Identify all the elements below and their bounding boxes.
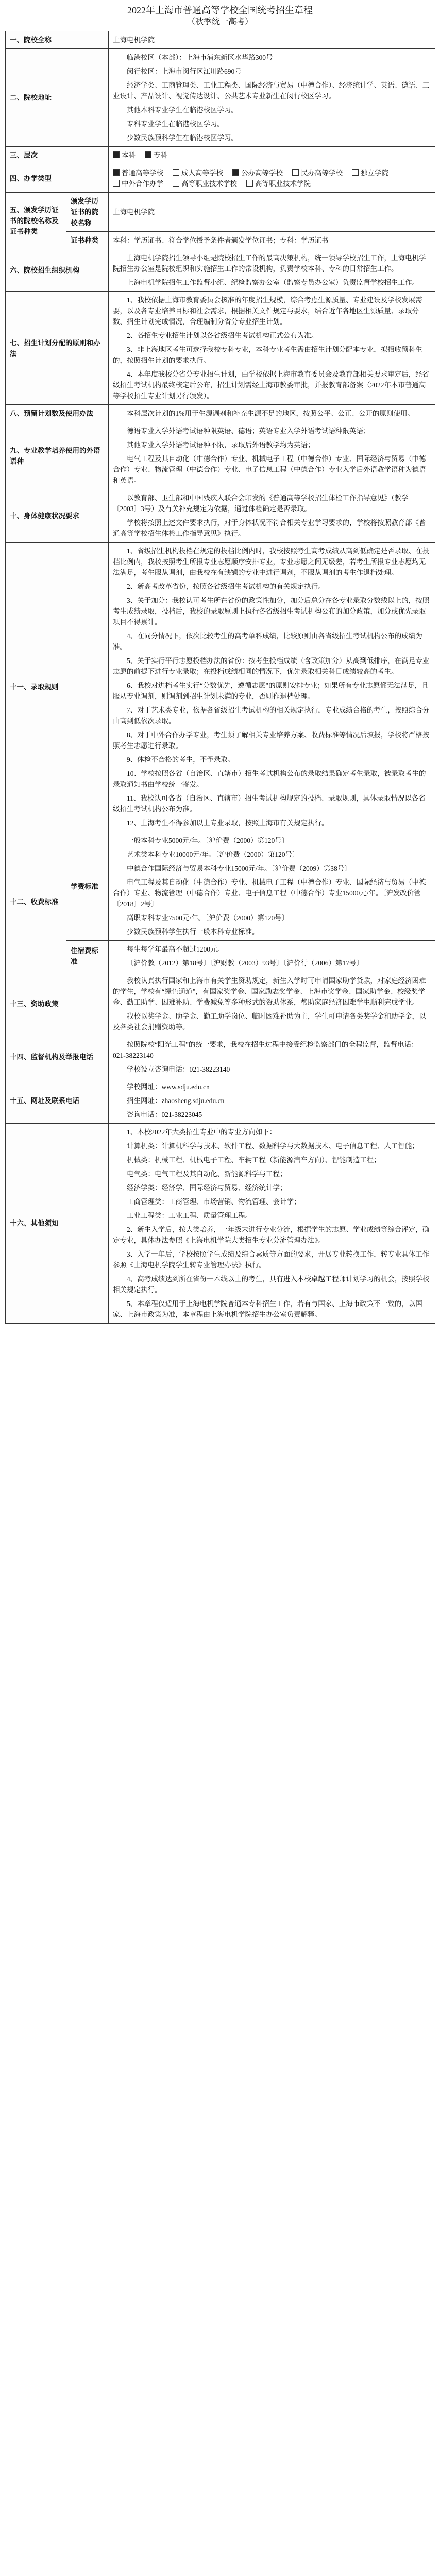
paragraph: 2、新高考改革省份，按照各省级招生考试机构的有关规定执行。 (127, 583, 325, 590)
table-row (6, 972, 435, 1036)
table-row (6, 193, 435, 232)
paragraph: 电气工程及其自动化（中德合作）专业、机械电子工程（中德合作）专业、国际经济与贸易（中德合作）专业、物流管理（中德合作）专业、电子信息工程（中德合作）专业入学后外语教学语种为德语和英语。 (113, 455, 426, 484)
table-row (6, 31, 435, 49)
paragraph: 德语专业入学外语考试语种限英语、德语；英语专业入学外语考试语种限英语； (127, 427, 370, 435)
paragraph: 咨询电话：021-38223045 (127, 1111, 202, 1118)
option-item (232, 167, 283, 178)
option-label: 中外合作办学 (122, 180, 163, 188)
table-row (6, 489, 435, 543)
paragraph: 1、省级招生机构投档在规定的投档比例内时，我校按照考生高考成绩从高到低确定是否录取、在投档比例内，我校按照考生所报专业志愿顺序安排专业，专业志愿之间无级差，若考生所报专业志愿均无法满足，考生服从调剂，由我校在有缺额的专业中进行调剂，不服从调剂的考生作退档处理。 (113, 547, 430, 577)
table-row (6, 147, 435, 164)
paragraph: 5、本章程仅适用于上海电机学院普通本专科招生工作，若有与国家、上海市政策不一致的，以国家、上海市政策为准，本章程由上海电机学院招生办公室负责解释。 (113, 1300, 422, 1318)
table-row (6, 49, 435, 147)
section-label: 八、预留计划数及使用办法 (6, 405, 109, 422)
cert-type-value: 本科：学历证书、符合学位授予条件者颁发学位证书；专科：学历证书 (109, 232, 435, 249)
row-value (109, 49, 435, 147)
paragraph: 2、各招生专业招生计划以各省级招生考试机构正式公布为准。 (127, 332, 318, 340)
checked-box-icon (145, 151, 151, 158)
table-row (6, 1078, 435, 1124)
paragraph: 3、入学一年后，学校按照学生成绩及综合素质等方面的要求，开展专业转换工作，转专业具体工作参照《上海电机学院学生转专业管理办法》执行。 (113, 1250, 430, 1269)
page (5, 0, 435, 1324)
paragraph: 电气工程及其自动化（中德合作）专业、机械电子工程（中德合作）专业、国际经济与贸易（中德合作）专业、物流管理（中德合作）专业、电子信息工程（中德合作）专业15000元/年。〔沪发改价管〔2018〕2号〕 (113, 878, 426, 908)
section-content (109, 543, 435, 832)
table-row (6, 249, 435, 292)
paragraph: 5、关于实行平行志愿投档办法的省份：按考生投档成绩（含政策加分）从高到低排序，在满足专业志愿的前提下进行专业录取；在投档成绩相同的情况下，优先录取相关科目成绩较高的考生。 (113, 657, 430, 675)
checked-box-icon (113, 169, 120, 176)
section-content (109, 1036, 435, 1078)
charter-table (5, 31, 435, 1324)
paragraph: 临港校区（本部）：上海市浦东新区水华路300号 (127, 54, 273, 61)
section-label: 六、院校招生组织机构 (6, 249, 109, 292)
section-content (109, 422, 435, 489)
section-label: 二、院校地址 (6, 49, 109, 147)
empty-box-icon (246, 180, 253, 187)
paragraph: 9、体检不合格的考生，不予录取。 (127, 756, 235, 764)
paragraph: 4、本年度我校分省分专业招生计划，由学校依据上海市教育委员会及教育部相关要求审定后，经省级招生考试机构最终核定后公布，招生计划需经上海市教委审批，并报教育部备案（2022年本市普通高等学校招生专业计划另行颁发）。 (113, 370, 430, 400)
paragraph: 4、高考成绩达到所在省份一本线以上的考生，具有进入本校卓越工程师计划学习的机会，按照学校相关规定执行。 (113, 1275, 430, 1294)
section-label: 十五、网址及联系电话 (6, 1078, 109, 1124)
paragraph: 6、我校对进档考生实行“分数优先，遵循志愿”的原则安排专业；如果所有专业志愿都无法满足，且服从专业调剂，则调剂到招生计划未满的专业，否则作退档处理。 (113, 682, 429, 700)
paragraph: 招生网址：zhaosheng.sdju.edu.cn (127, 1097, 225, 1105)
paragraph: 中德合作国际经济与贸易本科专业15000元/年。〔沪价费（2009）第38号〕 (127, 865, 351, 872)
paragraph: 学校将按照上述文件要求执行，对于身体状况不符合相关专业学习要求的，学校将按照教育部《普通高等学校招生体检工作指导意见》执行。 (113, 519, 426, 537)
section-label: 十三、资助政策 (6, 972, 109, 1036)
section-label: 十四、监督机构及举报电话 (6, 1036, 109, 1078)
table-row (6, 422, 435, 489)
dorm-label: 住宿费标准 (66, 941, 109, 972)
paragraph: 工商管理类：工商管理、市场营销、物流管理、会计学； (127, 1198, 301, 1206)
table-row (6, 292, 435, 405)
section-label: 五、颁发学历证书的院校名称及证书种类 (6, 193, 66, 249)
option-label: 专科 (154, 151, 167, 159)
section-label: 九、专业教学培养使用的外语语种 (6, 422, 109, 489)
paragraph: 经济学类、工商管理类、工业工程类、国际经济与贸易（中德合作）、经济统计学、英语、德语、工业设计、产品设计、视觉传达设计、公共艺术专业新生在闵行校区学习。 (113, 81, 430, 100)
paragraph: 3、关于加分：我校认可考生所在省份的政策性加分，加分后总分在各专业录取分数线以上的，按照考生成绩录取，投档后，我校的录取原则上执行各省级招生考试机构公布的加分政策，加分或优先录取项目不得累计。 (113, 597, 430, 626)
section-label: 四、办学类型 (6, 164, 109, 193)
paragraph: 〔沪价教（2012）第18号〕〔沪财教（2003）93号〕〔沪价行（2006）第17号〕 (127, 959, 363, 967)
paragraph: 2、新生入学后，按大类培养，一年级末进行专业分流，根据学生的志愿、学业成绩等综合评定，确定专业，具体办法参照《上海电机学院大类招生专业分流管理办法》。 (113, 1226, 430, 1244)
section-content (109, 972, 435, 1036)
table-row (6, 405, 435, 422)
cert-name-value: 上海电机学院 (109, 193, 435, 232)
option-item (113, 150, 136, 161)
section-label: 十一、录取规则 (6, 543, 109, 832)
option-label: 民办高等学校 (301, 169, 343, 177)
option-label: 高等职业技术学校 (181, 180, 237, 188)
checked-box-icon (113, 151, 120, 158)
section-label: 十、身体健康状况要求 (6, 489, 109, 543)
tuition-label: 学费标准 (66, 832, 109, 941)
paragraph: 高职专科专业7500元/年。〔沪价费（2000）第120号〕 (127, 914, 289, 922)
option-item (173, 167, 223, 178)
paragraph: 其他本科专业学生在临港校区学习。 (127, 106, 238, 114)
paragraph: 8、对于中外合作办学专业，考生须了解相关专业培养方案、收费标准等情况后填报，学校将严格按照考生志愿进行录取。 (113, 731, 430, 750)
paragraph: 每生每学年最高不超过1200元。 (127, 945, 224, 953)
empty-box-icon (173, 169, 179, 176)
paragraph: 专科专业学生在临港校区学习。 (127, 120, 224, 128)
paragraph: 其他专业入学外语考试语种不限，录取后外语教学均为英语； (127, 441, 315, 449)
option-item (173, 178, 237, 189)
paragraph: 学校设立咨询电话：021-38223140 (127, 1065, 230, 1073)
option-label: 公办高等学校 (241, 169, 283, 177)
title-block (5, 0, 435, 31)
section-content (109, 1078, 435, 1124)
option-item (352, 167, 388, 178)
row-value (109, 147, 435, 164)
table-row (6, 1036, 435, 1078)
paragraph: 学校网址：www.sdju.edu.cn (127, 1083, 210, 1091)
option-item (145, 150, 167, 161)
option-label: 成人高等学校 (181, 169, 223, 177)
page-title: 2022年上海市普通高等学校全国统考招生章程 (127, 5, 313, 15)
dorm-content (109, 941, 435, 972)
paragraph: 计算机类：计算机科学与技术、软件工程、数据科学与大数据技术、电子信息工程、人工智能； (127, 1142, 419, 1150)
paragraph: 工业工程类：工业工程、质量管理工程。 (127, 1212, 252, 1219)
option-item (292, 167, 343, 178)
empty-box-icon (173, 180, 179, 187)
paragraph: 3、非上海地区考生可选择我校专科专业，本科专业考生需由招生计划分配本专业，拟招收预科生的，按照招生计划的要求执行。 (113, 346, 422, 364)
page-subtitle: （秋季统一高考） (187, 18, 253, 26)
table-row (6, 1124, 435, 1324)
section-label: 七、招生计划分配的原则和办法 (6, 292, 109, 405)
paragraph: 电气类：电气工程及其自动化、新能源科学与工程； (127, 1170, 287, 1178)
paragraph: 一般本科专业5000元/年。〔沪价费（2000）第120号〕 (127, 837, 289, 844)
option-label: 高等职业技术学院 (255, 180, 311, 188)
paragraph: 7、对于艺术类专业，依据各省级招生考试机构的相关规定执行，专业成绩合格的考生，按照综合分由高到低依次录取。 (113, 706, 430, 725)
paragraph: 10、学校按照各省（自治区、直辖市）招生考试机构公布的录取结果确定考生录取，被录取考生的录取通知书由学校统一寄发。 (113, 770, 426, 788)
row-value: 上海电机学院 (109, 31, 435, 49)
option-label: 独立学院 (361, 169, 388, 177)
paragraph: 4、在同分情况下，依次比较考生的高考单科成绩，比较原则由各省级招生考试机构公布的成绩为准。 (113, 632, 422, 651)
paragraph: 以教育部、卫生部和中国残疾人联合会印发的《普通高等学校招生体检工作指导意见》（教学〔2003〕3号）及有关补充规定为依据，通过体检确定是否录取。 (113, 494, 409, 513)
paragraph: 按照院校“阳光工程”的统一要求，我校在招生过程中接受纪检监察部门的全程监督，监督电话：021-38223140 (113, 1041, 418, 1059)
option-item (113, 167, 163, 178)
option-label: 普通高等学校 (122, 169, 163, 177)
paragraph: 少数民族预科学生在临港校区学习。 (127, 134, 238, 142)
paragraph: 1、我校依据上海市教育委员会核准的年度招生规模，综合考虑生源质量、专业建设及学校发展需要，以及各专业培养目标和社会需求，根据相关文件规定与要求，结合近年各地区生源质量、录取分数、招生计划完成情况，合理编制分省分专业招生计划。 (113, 296, 422, 326)
paragraph: 1、本校2022年大类招生专业中的专业方向如下： (127, 1128, 277, 1136)
option-item (246, 178, 311, 189)
paragraph: 11、我校认可各省（自治区、直辖市）招生考试机构规定的投档、录取规则，具体录取情况以各省级招生考试机构公布为准。 (113, 794, 426, 813)
paragraph: 12、上海考生不得参加以上专业录取，按照上海市有关规定执行。 (127, 819, 329, 827)
empty-box-icon (352, 169, 359, 176)
paragraph: 上海电机学院招生领导小组是院校招生工作的最高决策机构，统一领导学校招生工作，上海电机学院招生办公室是院校组织和实施招生工作的常设机构，负责学校本科、专科的日常招生工作。 (113, 254, 426, 273)
table-row (6, 164, 435, 193)
section-label: 十六、其他须知 (6, 1124, 109, 1324)
option-label: 本科 (122, 151, 136, 159)
section-label: 一、院校全称 (6, 31, 109, 49)
cert-name-label: 颁发学历证书的院校名称 (66, 193, 109, 232)
paragraph: 艺术类本科专业10000元/年。〔沪价费（2000）第120号〕 (127, 851, 299, 858)
paragraph: 机械类：机械工程、机械电子工程、车辆工程（新能源汽车方向）、智能制造工程； (127, 1156, 381, 1164)
section-label: 十二、收费标准 (6, 832, 66, 972)
cert-type-label: 证书种类 (66, 232, 109, 249)
empty-box-icon (292, 169, 299, 176)
section-content (109, 405, 435, 422)
section-content (109, 1124, 435, 1324)
paragraph: 经济学类：经济学、国际经济与贸易、经济统计学； (127, 1184, 287, 1192)
section-content (109, 292, 435, 405)
table-row (6, 832, 435, 941)
section-label: 三、层次 (6, 147, 109, 164)
table-row (6, 941, 435, 972)
row-value (109, 164, 435, 193)
paragraph: 我校以奖学金、助学金、勤工助学岗位、临时困难补助为主，学生可申请各类奖学金和助学金，以及各类社会捐赠资助等。 (113, 1012, 426, 1031)
checked-box-icon (232, 169, 239, 176)
paragraph: 我校认真执行国家和上海市有关学生资助规定，新生入学时可申请国家助学贷款，对家庭经济困难的学生，学校有“绿色通道”，有国家奖学金、国家励志奖学金、上海市奖学金、国家助学金、校级奖学金、勤工助学、困难补助、学费减免等多种形式的资助体系，帮助家庭经济困难学生顺利完成学业。 (113, 977, 426, 1006)
paragraph: 少数民族预科学生执行一般本科专业标准。 (127, 928, 259, 936)
tuition-content (109, 832, 435, 941)
table-row (6, 543, 435, 832)
paragraph: 上海电机学院招生工作监督小组、纪检监察办公室（监察专员办公室）负责监督学校招生工作。 (127, 279, 419, 286)
section-content (109, 489, 435, 543)
paragraph: 本科层次计划的1%用于生源调剂和补充生源不足的地区，按照公平、公正、公开的原则使用。 (127, 410, 414, 417)
section-content (109, 249, 435, 292)
paragraph: 闵行校区：上海市闵行区江川路690号 (127, 67, 242, 75)
option-item (113, 178, 163, 189)
table-row (6, 232, 435, 249)
empty-box-icon (113, 180, 120, 187)
